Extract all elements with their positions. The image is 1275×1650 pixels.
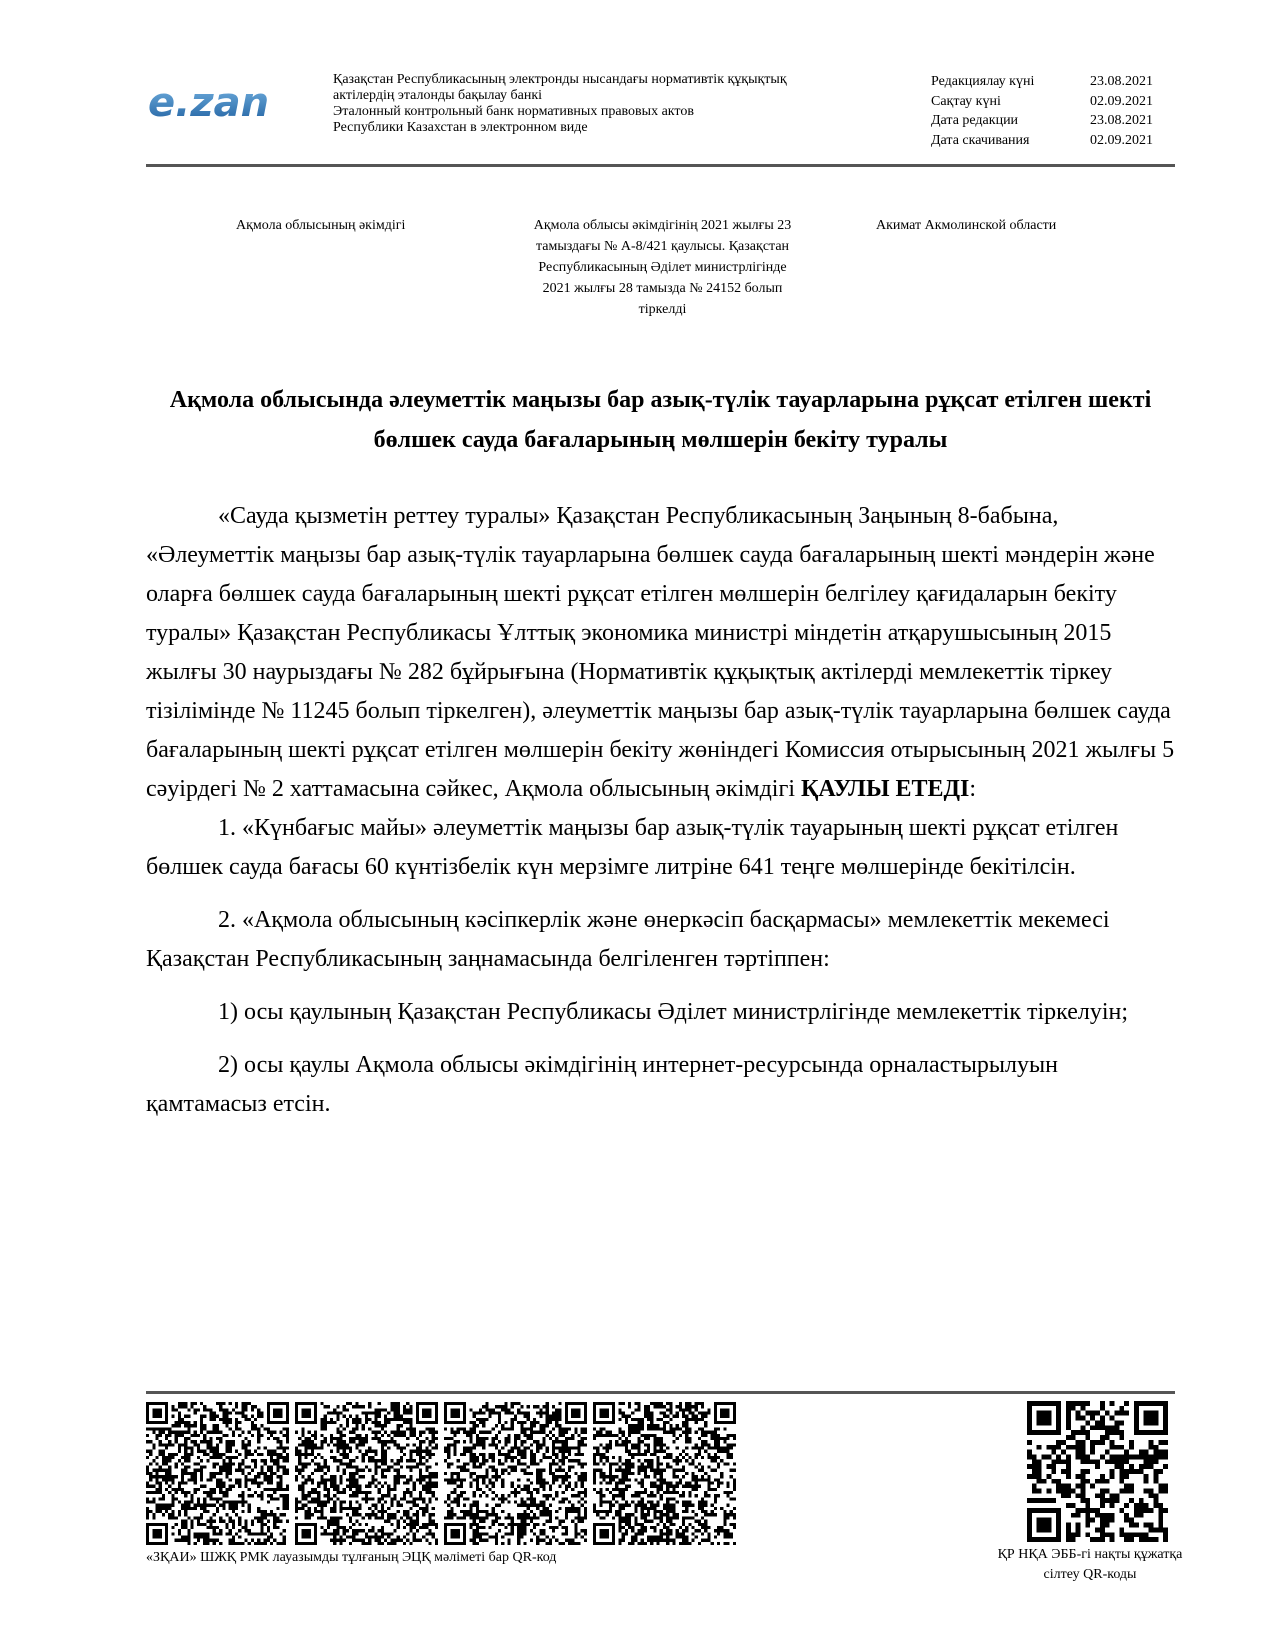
header-divider xyxy=(146,164,1175,167)
signature-qr-caption: «ЗҚАИ» ШЖҚ РМК лауазымды тұлғаның ЭЦҚ мәліметі бар QR-код xyxy=(146,1550,557,1565)
meta-label: Дата скачивания xyxy=(931,132,1030,148)
meta-row xyxy=(931,111,1171,131)
decree-word: ҚАУЛЫ ЕТЕДІ xyxy=(800,776,970,802)
document-title: Ақмола облысында әлеуметтік маңызы бар азық-түлік тауарларына рұқсат етілген шекті бөлшек сауда бағаларының мөлшерін бекіту туралы xyxy=(169,387,1152,453)
document-meta xyxy=(931,72,1171,150)
meta-value: 02.09.2021 xyxy=(1090,93,1153,109)
registration-note: Ақмола облысы әкімдігінің 2021 жылғы 23 тамыздағы № А-8/421 қаулысы. Қазақстан Республикасының Әділет министрлігінде 2021 жылғы 28 тамызда № 24152 болып тіркелді xyxy=(533,218,792,317)
item-2: 2. «Ақмола облысының кәсіпкерлік және өнеркәсіп басқармасы» мемлекеттік мекемесі Қазақстан Республикасының заңнамасында белгіленген тәртіппен: xyxy=(146,907,1110,972)
subitem-2: 2) осы қаулы Ақмола облысы әкімдігінің интернет-ресурсында орналастырылуын қамтамасыз етсін. xyxy=(146,1052,1058,1117)
svg-text:e.zan: e.zan xyxy=(148,80,270,126)
signature-qr-code-3 xyxy=(444,1402,587,1545)
meta-row xyxy=(931,72,1171,92)
signature-qr-code-4 xyxy=(593,1402,736,1545)
signature-qr-code-2 xyxy=(295,1402,438,1545)
bank-line: Эталонный контрольный банк нормативных правовых актов xyxy=(333,104,694,119)
meta-row xyxy=(931,92,1171,112)
signature-qr-code-1 xyxy=(146,1402,289,1545)
meta-value: 23.08.2021 xyxy=(1090,113,1153,128)
ezan-logo xyxy=(148,78,288,128)
footer-divider xyxy=(146,1391,1175,1394)
bank-description xyxy=(333,72,893,136)
link-qr-caption: ҚР НҚА ЭББ-гі нақты құжатқа сілтеу QR-коды xyxy=(997,1547,1183,1582)
subitem-1: 1) осы қаулының Қазақстан Республикасы Әділет министрлігінде мемлекеттік тіркелуін; xyxy=(218,999,1129,1025)
issuer-russian: Акимат Акмолинской области xyxy=(876,218,1057,233)
document-body xyxy=(146,497,1175,1124)
preamble-paragraph xyxy=(146,497,1175,809)
decree-colon: : xyxy=(969,776,977,802)
document-link-qr-code[interactable] xyxy=(1027,1401,1168,1542)
item-1: 1. «Күнбағыс майы» әлеуметтік маңызы бар азық-түлік тауарының шекті рұқсат етілген бөлшек сауда бағасы 60 күнтізбелік күн мерзімге литріне 641 теңге мөлшерінде бекітілсін. xyxy=(146,815,1119,880)
meta-value: 23.08.2021 xyxy=(1090,74,1153,89)
bank-line: Республики Казахстан в электронном виде xyxy=(333,120,588,135)
meta-label: Редакциялау күні xyxy=(931,74,1035,89)
bank-line: актілердің эталонды бақылау банкі xyxy=(333,88,543,103)
bank-line: Қазақстан Республикасының электронды нысандағы нормативтік құқықтық xyxy=(333,72,787,87)
meta-label: Сақтау күні xyxy=(931,93,1001,109)
meta-value: 02.09.2021 xyxy=(1090,132,1153,148)
preamble-text: «Сауда қызметін реттеу туралы» Қазақстан Республикасының Заңының 8-бабына, «Әлеуметтік маңызы бар азық-түлік тауарларына бөлшек сауда бағаларының шекті мәндерін және оларға бөлшек сауда бағаларының шекті рұқсат етілген мөлшерін белгілеу қағидаларын бекіту туралы» Қазақстан Республикасы Ұлттық экономика министрі міндетін атқарушысының 2015 жылғы 30 наурыздағы № 282 бұйрығына (Нормативтік құқықтық актілерді мемлекеттік тіркеу тізілімінде № 11245 болып тіркелген), әлеуметтік маңызы бар азық-түлік тауарларына бөлшек сауда бағаларының шекті рұқсат етілген мөлшерін бекіту жөніндегі Комиссия отырысының 2021 жылғы 5 сәуірдегі № 2 хаттамасына сәйкес, Ақмола облысының әкімдігі xyxy=(146,503,1175,802)
meta-row xyxy=(931,131,1171,151)
issuer-kazakh: Ақмола облысының әкімдігі xyxy=(236,218,406,233)
meta-label: Дата редакции xyxy=(931,113,1019,128)
